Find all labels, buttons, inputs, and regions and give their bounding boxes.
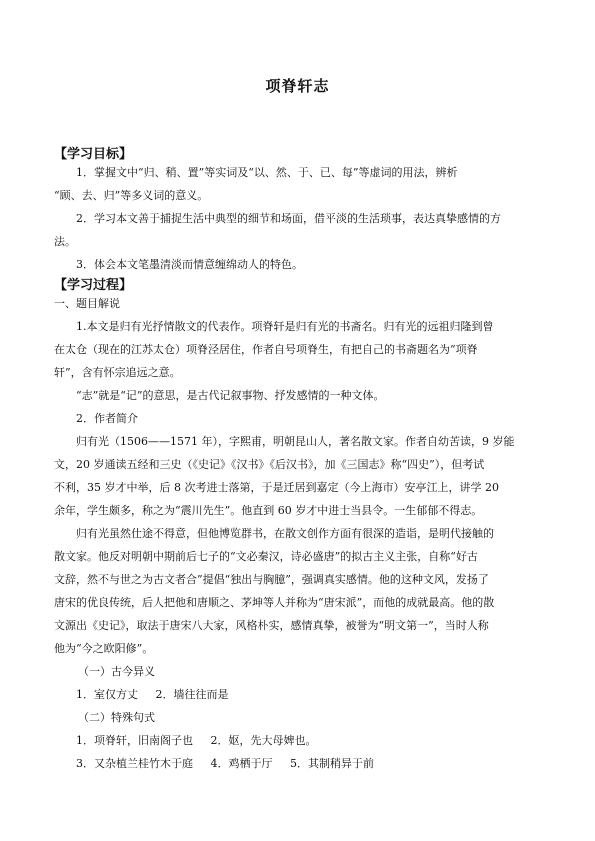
process-block <box>54 292 542 775</box>
goals-block <box>54 161 542 276</box>
list-ancient-modern: 1．室仅方丈 2．墙往往而是 <box>76 688 229 701</box>
goal-3: 3．体会本文笔墨清淡而情意缠绵动人的特色。 <box>76 258 303 271</box>
para-2-line-3: 不利，35 岁才中举，后 8 次考进士落第，于是迁居到嘉定（今上海市）安亭江上，讲学 20 <box>54 481 499 494</box>
para-1-line-2: 在太仓（现在的江苏太仓）项脊泾居住，作者自号项脊生，有把自己的书斋题名为“项脊 <box>54 343 478 356</box>
goal-2-line-2: 法。 <box>54 235 76 248</box>
heading-special-sentences: （二）特殊句式 <box>78 711 155 724</box>
para-3-line-3: 文辞，然不与世之为古文者合”提倡“独出与胸臆”，强调真实感情。他的这种文风，发扬了 <box>54 573 489 586</box>
para-3-line-6: 他为“今之欧阳修”。 <box>54 642 154 655</box>
para-3-line-4: 唐宋的优良传统，后人把他和唐顺之、茅坤等人并称为“唐宋派”，而他的成就最高。他的散 <box>54 596 495 609</box>
para-1-line-1: 1.本文是归有光抒情散文的代表作。项脊轩是归有光的书斋名。归有光的远祖归隆到曾 <box>76 320 494 333</box>
para-2-line-1: 归有光（1506——1571 年），字熙甫，明朝昆山人，著名散文家。作者自幼苦读，9 岁能 <box>76 435 515 448</box>
list-special-sentences-1: 1．项脊轩，旧南阁子也 2．妪，先大母婢也。 <box>76 734 317 747</box>
goal-2-line-1: 2．学习本文善于捕捉生活中典型的细节和场面，借平淡的生活琐事，表达真挚感情的方 <box>76 212 501 225</box>
heading-author-intro: 2．作者简介 <box>76 412 138 425</box>
list-special-sentences-2: 3．又杂植兰桂竹木于庭 4．鸡栖于厅 5．其制稍异于前 <box>76 757 374 770</box>
para-2-line-2: 文，20 岁通读五经和三史（《史记》《汉书》《后汉书》，加《三国志》称“四史”），但考试 <box>54 458 485 471</box>
heading-title-explain: 一、题目解说 <box>54 297 120 310</box>
para-1-line-4: “志”就是“记”的意思，是古代记叙事物、抒发感情的一种文体。 <box>76 389 385 402</box>
para-2-line-4: 余年，学生颇多，称之为“震川先生”。他直到 60 岁才中进士当县令。一生郁郁不得志。 <box>54 504 483 517</box>
page-title: 项脊轩志 <box>265 77 330 95</box>
heading-ancient-modern: （一）古今异义 <box>78 665 155 678</box>
section-heading-goals: 【学习目标】 <box>54 147 133 162</box>
para-3-line-5: 文源出《史记》，取法于唐宋八大家，风格朴实，感情真挚，被誉为“明文第一”，当时人称 <box>54 619 489 632</box>
goal-1-line-1: 1．掌握文中“归、稍、置”等实词及“以、然、于、已、每”等虚词的用法，辨析 <box>76 166 458 179</box>
para-3-line-2: 散文家。他反对明朝中期前后七子的“文必秦汉，诗必盛唐”的拟古主义主张，自称“好古 <box>54 550 478 563</box>
goal-1-line-2: “顾、去、归”等多义词的意义。 <box>54 189 209 202</box>
section-heading-process: 【学习过程】 <box>54 278 133 293</box>
para-3-line-1: 归有光虽然仕途不得意，但他博览群书，在散文创作方面有很深的造诣，是明代接触的 <box>76 527 494 540</box>
para-1-line-3: 轩”，含有怀宗追远之意。 <box>54 366 181 379</box>
